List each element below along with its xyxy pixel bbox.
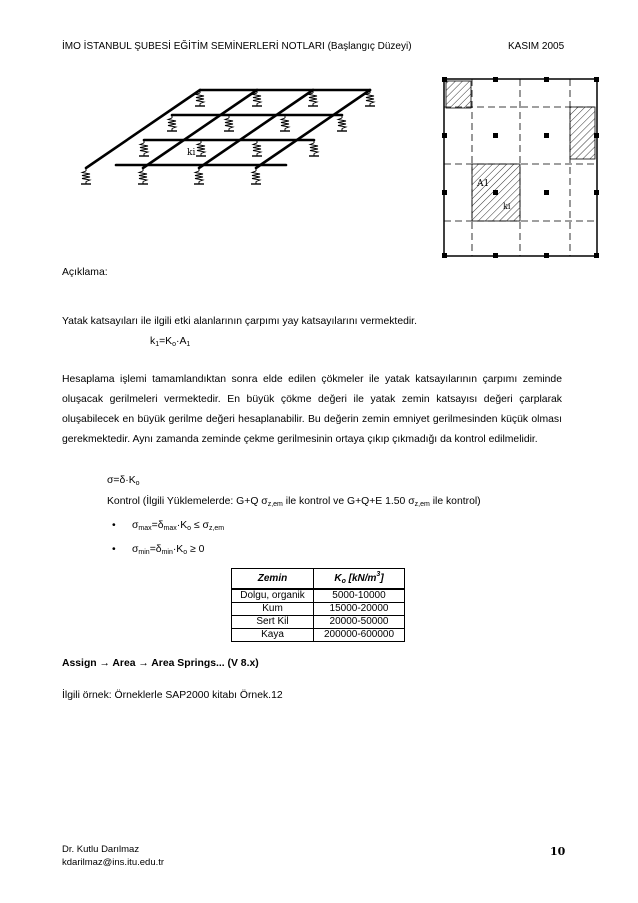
soil-coefficient-table [231, 568, 405, 642]
table-row: Dolgu, organik 5000-10000 [232, 589, 405, 603]
col-header-zemin: Zemin [232, 569, 314, 590]
example-reference: İlgili örnek: Örneklerle SAP2000 kitabı Örnek.12 [62, 690, 283, 701]
springs [81, 90, 375, 184]
table-row: Sert Kil 20000-50000 [232, 616, 405, 629]
bullet-max: • $\sigma_{max}=\delta_{max}\cdot K_o \le \sigma_{z,em}$ [112, 520, 225, 532]
aciklama-heading: Açıklama: [62, 267, 108, 278]
header-title: İMO İSTANBUL ŞUBESİ EĞİTİM SEMİNERLERİ NOTLARI (Başlangıç Düzeyi) [62, 41, 412, 52]
spring-label: ki [187, 148, 196, 158]
bullet-min: • $\sigma_{min}=\delta_{min}\cdot K_o \ge 0$ [112, 544, 205, 556]
paragraph-1: Yatak katsayıları ile ilgili etki alanlarının çarpımı yay katsayılarını vermektedir. [62, 316, 417, 327]
table-row: Kaya 200000-600000 [232, 629, 405, 642]
footer-author: Dr. Kutlu Darılmaz [62, 844, 140, 855]
assign-menu-path: Assign → Area → Area Springs... (V 8.x) [62, 658, 259, 669]
area-label: A1 [477, 179, 490, 189]
col-header-ko: $K_o$ $[kN/m^3]$ [314, 569, 405, 590]
grid-beams [86, 90, 370, 168]
paragraph-2: Hesaplama işlemi tamamlandıktan sonra elde edilen çökmeler ile yatak katsayılarının çarpımı zeminde oluşacak gerilmeleri vermektedir. En büyük çökme değeri ile yatak zemin katsayısı değeri çarplarak oluşabilecek en büyük gerilme değeri hesaplanabilir. Bu değerin zemin emniyet gerilmesinden küçük olması gerekmektedir. Aynı zamanda zeminde çekme gerilmesinin ortaya çıkıp çıkmadığı da kontrol edilmelidir. [62, 374, 562, 445]
footer-email: kdarilmaz@ins.itu.edu.tr [62, 857, 165, 868]
header-date: KASIM 2005 [508, 41, 565, 52]
table-header-row [232, 569, 405, 590]
formula-k: $k_1=K_o\cdot A_1$ [150, 336, 191, 348]
table-row: Kum 15000-20000 [232, 603, 405, 616]
spring-label-plan: ki [503, 202, 511, 211]
formula-sigma: $\sigma=\delta\cdot K_o$ [107, 475, 140, 487]
tributary-areas [446, 81, 595, 221]
spring-grid-figure [80, 75, 380, 200]
kontrol-line: Kontrol (İlgili Yüklemelerde: G+Q $\sigma_{z,em}$ ile kontrol ve G+Q+E 1.50 $\sigma_{z,em}$ ile kontrol) [107, 496, 481, 508]
page-number: 10 [550, 845, 566, 858]
tributary-area-figure [440, 75, 605, 265]
